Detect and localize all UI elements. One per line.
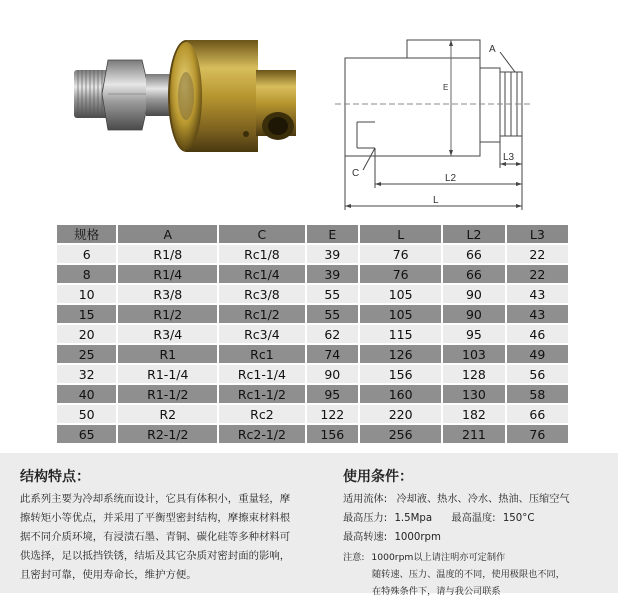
cell-size: 15 — [57, 305, 116, 323]
speed-label: 最高转速: — [343, 532, 388, 543]
cell-c: Rc2-1/2 — [219, 425, 304, 443]
usage-fluid-row — [343, 490, 570, 505]
speed-value: 1000rpm — [394, 532, 441, 543]
cell-c: Rc1-1/4 — [219, 365, 304, 383]
features-line: 且密封可靠，使用寿命长，维护方便。 — [20, 569, 197, 581]
features-line: 据不同介质环境，有浸渍石墨、青铜、碳化硅等多种材料可 — [20, 531, 291, 543]
cell-a: R2-1/2 — [118, 425, 217, 443]
table-row — [57, 305, 568, 323]
table-row — [57, 325, 568, 343]
cell-e: 90 — [307, 365, 359, 383]
cell-l: 105 — [360, 305, 441, 323]
temp-label: 最高温度: — [451, 513, 496, 524]
cell-l2: 130 — [443, 385, 504, 403]
features-body — [20, 490, 320, 585]
cell-c: Rc1/8 — [219, 245, 304, 263]
cell-l3: 66 — [507, 405, 568, 423]
table-row — [57, 285, 568, 303]
table-row — [57, 385, 568, 403]
cell-l3: 56 — [507, 365, 568, 383]
cell-size: 50 — [57, 405, 116, 423]
cell-e: 156 — [307, 425, 359, 443]
cell-a: R3/4 — [118, 325, 217, 343]
col-header-l2: L2 — [443, 225, 504, 243]
note-label: 注意: — [343, 552, 365, 563]
col-header-size: 规格 — [57, 225, 116, 243]
cell-l: 220 — [360, 405, 441, 423]
cell-l: 256 — [360, 425, 441, 443]
pressure-value: 1.5Mpa — [394, 513, 433, 524]
drawing-label-a: A — [489, 44, 496, 55]
col-header-a: A — [118, 225, 217, 243]
cell-a: R1-1/4 — [118, 365, 217, 383]
cell-l2: 128 — [443, 365, 504, 383]
cell-size: 10 — [57, 285, 116, 303]
drawing-label-l3: L3 — [503, 152, 515, 163]
cell-c: Rc3/8 — [219, 285, 304, 303]
note-row — [343, 549, 505, 563]
note-line: 在特殊条件下，请与我公司联系 — [372, 586, 501, 597]
table-row — [57, 245, 568, 263]
cell-size: 6 — [57, 245, 116, 263]
cell-l2: 66 — [443, 245, 504, 263]
drawing-label-l2: L2 — [445, 173, 457, 184]
table-row — [57, 345, 568, 363]
cell-c: Rc1 — [219, 345, 304, 363]
cell-l3: 46 — [507, 325, 568, 343]
cell-size: 25 — [57, 345, 116, 363]
cell-c: Rc1/4 — [219, 265, 304, 283]
col-header-c: C — [219, 225, 304, 243]
spec-table — [55, 223, 570, 445]
cell-size: 40 — [57, 385, 116, 403]
table-row — [57, 405, 568, 423]
cell-c: Rc2 — [219, 405, 304, 423]
cell-e: 122 — [307, 405, 359, 423]
cell-a: R1/4 — [118, 265, 217, 283]
cell-e: 55 — [307, 305, 359, 323]
table-row — [57, 265, 568, 283]
cell-l: 156 — [360, 365, 441, 383]
cell-e: 74 — [307, 345, 359, 363]
cell-l3: 22 — [507, 265, 568, 283]
cell-a: R1-1/2 — [118, 385, 217, 403]
cell-l: 160 — [360, 385, 441, 403]
usage-pressure-row — [343, 509, 534, 524]
cell-a: R3/8 — [118, 285, 217, 303]
cell-c: Rc1/2 — [219, 305, 304, 323]
cell-e: 95 — [307, 385, 359, 403]
usage-title: 使用条件： — [343, 469, 413, 485]
cell-l: 126 — [360, 345, 441, 363]
cell-size: 20 — [57, 325, 116, 343]
cell-a: R2 — [118, 405, 217, 423]
cell-l3: 49 — [507, 345, 568, 363]
note-line: 随转速、压力、温度的不同，使用极限也不同， — [372, 569, 565, 580]
cell-l2: 66 — [443, 265, 504, 283]
drawing-label-e: E — [443, 83, 449, 92]
drawing-label-l: L — [433, 195, 439, 206]
cell-size: 8 — [57, 265, 116, 283]
cell-l2: 90 — [443, 305, 504, 323]
cell-c: Rc1-1/2 — [219, 385, 304, 403]
features-line: 擦转矩小等优点，并采用了平衡型密封结构，摩擦束材料根 — [20, 512, 291, 524]
cell-e: 62 — [307, 325, 359, 343]
cell-e: 55 — [307, 285, 359, 303]
table-row — [57, 425, 568, 443]
features-title: 结构特点： — [20, 469, 90, 485]
col-header-l3: L3 — [507, 225, 568, 243]
cell-l2: 211 — [443, 425, 504, 443]
features-line: 此系列主要为冷却系统而设计，它具有体积小，重量轻，摩 — [20, 493, 291, 505]
cell-l2: 103 — [443, 345, 504, 363]
temp-value: 150°C — [502, 513, 535, 524]
spec-table-body — [57, 245, 568, 443]
usage-speed-row — [343, 528, 441, 543]
drawing-label-c: C — [352, 168, 360, 179]
features-line: 供选择，足以抵挡铁锈，结垢及其它杂质对密封面的影响， — [20, 550, 291, 562]
cell-a: R1/2 — [118, 305, 217, 323]
table-row — [57, 365, 568, 383]
fluid-label: 适用流体: — [343, 494, 388, 505]
product-photo — [60, 30, 300, 165]
cell-l: 115 — [360, 325, 441, 343]
col-header-l: L — [360, 225, 441, 243]
fluid-value: 冷却液、热水、冷水、热油、压缩空气 — [396, 494, 570, 505]
cell-e: 39 — [307, 245, 359, 263]
technical-drawing — [335, 38, 585, 213]
cell-l: 105 — [360, 285, 441, 303]
cell-e: 39 — [307, 265, 359, 283]
cell-l3: 43 — [507, 285, 568, 303]
cell-size: 65 — [57, 425, 116, 443]
cell-size: 32 — [57, 365, 116, 383]
cell-l: 76 — [360, 245, 441, 263]
col-header-e: E — [307, 225, 359, 243]
cell-a: R1 — [118, 345, 217, 363]
cell-l3: 43 — [507, 305, 568, 323]
pressure-label: 最高压力: — [343, 513, 388, 524]
cell-l2: 95 — [443, 325, 504, 343]
cell-a: R1/8 — [118, 245, 217, 263]
spec-header-row — [57, 225, 568, 243]
cell-l2: 90 — [443, 285, 504, 303]
cell-l2: 182 — [443, 405, 504, 423]
cell-c: Rc3/4 — [219, 325, 304, 343]
note-line: 1000rpm以上请注明亦可定制作 — [371, 552, 506, 563]
cell-l3: 22 — [507, 245, 568, 263]
cell-l3: 76 — [507, 425, 568, 443]
cell-l3: 58 — [507, 385, 568, 403]
cell-l: 76 — [360, 265, 441, 283]
